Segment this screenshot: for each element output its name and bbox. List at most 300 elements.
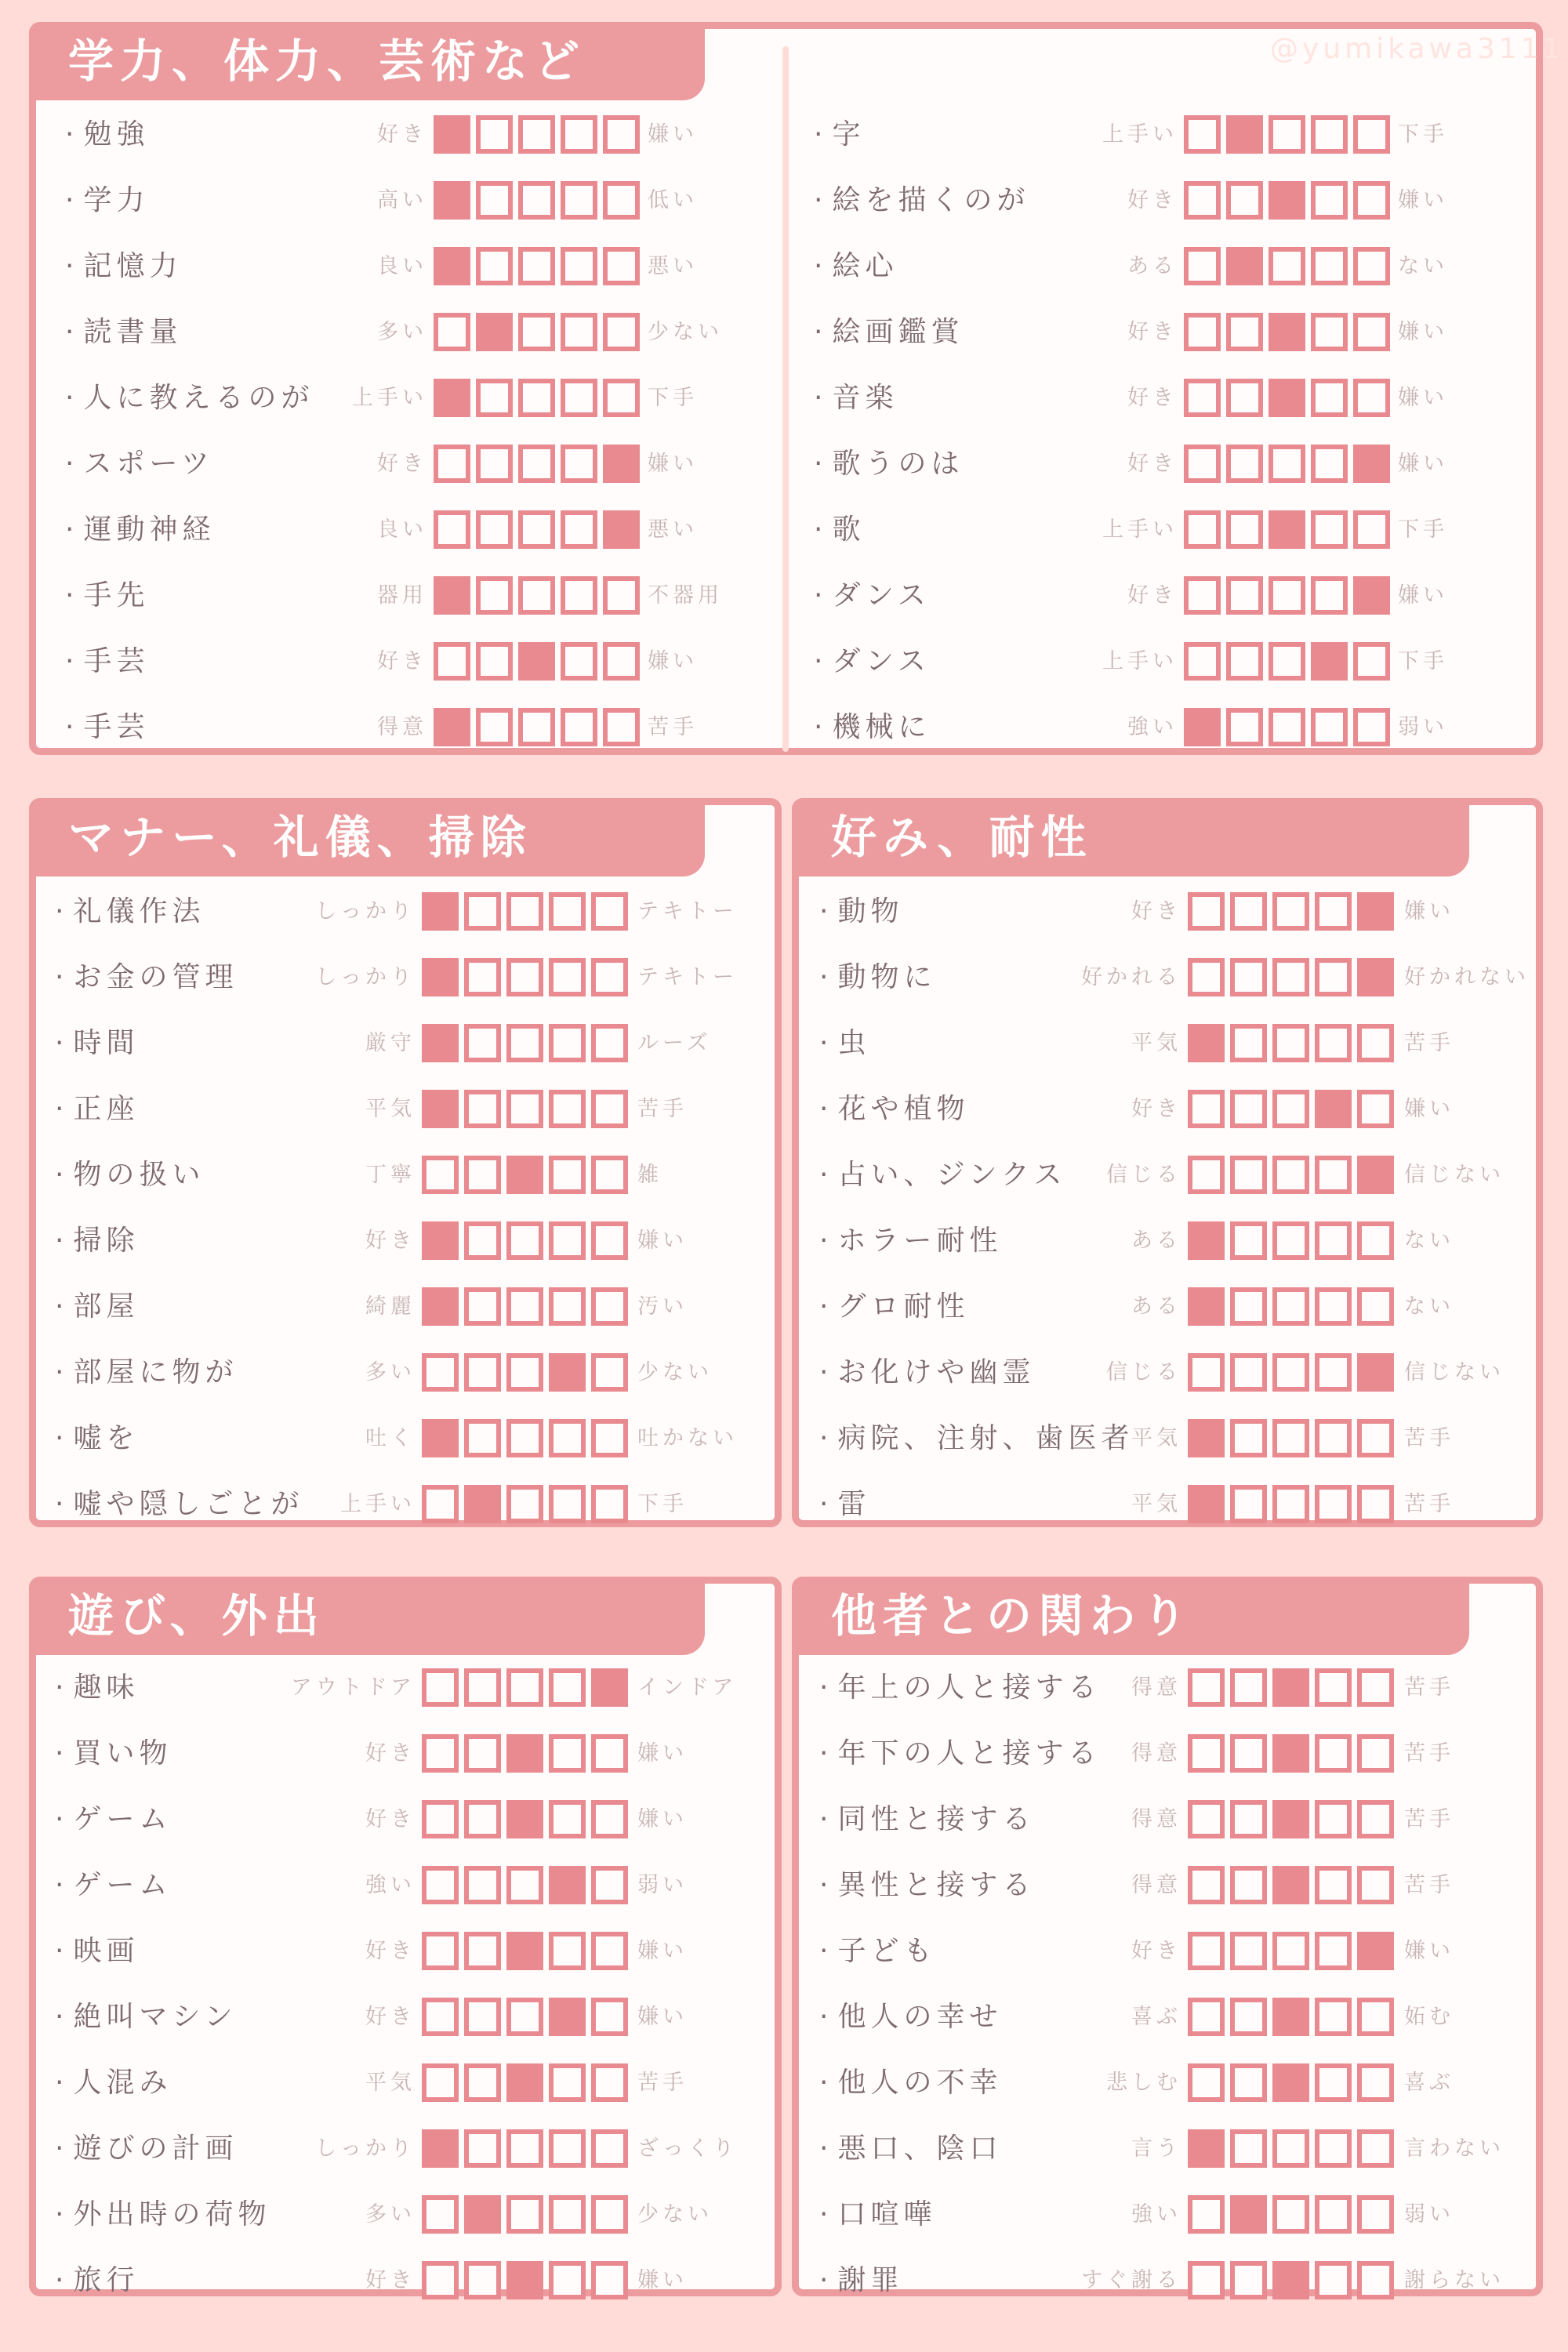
rating-row bbox=[0, 2063, 1568, 2103]
rating-box-empty[interactable] bbox=[1311, 181, 1348, 220]
scale-low-label: 得意 bbox=[1131, 1807, 1181, 1831]
rating-box-empty[interactable] bbox=[1230, 1221, 1267, 1260]
scale-high-label: 少ない bbox=[648, 320, 723, 344]
rating-box-empty[interactable] bbox=[1315, 2063, 1352, 2102]
rating-box-empty[interactable] bbox=[1311, 445, 1348, 483]
rating-box-empty[interactable] bbox=[1353, 510, 1390, 549]
rating-box-filled[interactable] bbox=[1272, 1800, 1309, 1838]
rating-box-empty[interactable] bbox=[1188, 2195, 1225, 2234]
section-title: 他者との関わり bbox=[792, 1577, 1469, 1655]
scale-high-label: 嫌い bbox=[637, 1741, 688, 1766]
rating-box-empty[interactable] bbox=[1357, 1485, 1394, 1523]
rating-box-empty[interactable] bbox=[1184, 181, 1221, 220]
item-label: · ゲーム bbox=[55, 1866, 172, 1905]
rating-box-filled[interactable] bbox=[1272, 1668, 1309, 1707]
scale-high-label: 嫌い bbox=[1398, 386, 1448, 410]
rating-box-filled[interactable] bbox=[1357, 1353, 1394, 1392]
scale-low-label: 強い bbox=[1131, 2202, 1181, 2227]
rating-box-empty[interactable] bbox=[1311, 708, 1348, 746]
rating-box-empty[interactable] bbox=[1184, 247, 1221, 285]
item-label: · 花や植物 bbox=[819, 1090, 969, 1129]
scale-high-label: 嫌い bbox=[648, 649, 698, 673]
scale-low-label: 好き bbox=[377, 122, 427, 147]
scale-low-label: 上手い bbox=[1102, 649, 1178, 673]
scale-high-label: 弱い bbox=[637, 1873, 688, 1897]
rating-box-empty[interactable] bbox=[1272, 2129, 1309, 2168]
rating-box-filled[interactable] bbox=[1269, 313, 1305, 351]
rating-box-empty[interactable] bbox=[1230, 2261, 1267, 2299]
rating-row bbox=[0, 1998, 1568, 2037]
scale-low-label: 好き bbox=[365, 1229, 416, 1253]
rating-scale bbox=[1184, 445, 1390, 483]
item-label: · 部屋に物が bbox=[55, 1353, 238, 1392]
rating-box-filled[interactable] bbox=[1269, 181, 1305, 220]
rating-row bbox=[0, 445, 1568, 484]
rating-box-empty[interactable] bbox=[1315, 1998, 1352, 2036]
scale-low-label: 厳守 bbox=[365, 1031, 416, 1055]
rating-box-empty[interactable] bbox=[1230, 1800, 1267, 1838]
item-label: · 歌 bbox=[814, 510, 865, 550]
rating-box-empty[interactable] bbox=[1353, 181, 1390, 220]
scale-low-label: 好き bbox=[1131, 899, 1181, 924]
rating-box-empty[interactable] bbox=[1315, 1485, 1352, 1523]
scale-low-label: 信じる bbox=[1106, 1360, 1181, 1385]
item-label: · 手芸 bbox=[65, 642, 149, 681]
item-label: · 外出時の荷物 bbox=[55, 2195, 270, 2234]
rating-box-empty[interactable] bbox=[1357, 1024, 1394, 1062]
rating-box-filled[interactable] bbox=[1353, 576, 1390, 615]
scale-high-label: 下手 bbox=[1398, 517, 1448, 542]
rating-box-empty[interactable] bbox=[1353, 708, 1390, 746]
rating-box-empty[interactable] bbox=[1357, 1800, 1394, 1838]
rating-box-empty[interactable] bbox=[1226, 313, 1263, 351]
scale-low-label: 好き bbox=[1127, 583, 1178, 608]
rating-box-filled[interactable] bbox=[1230, 2195, 1267, 2234]
rating-box-empty[interactable] bbox=[1357, 2129, 1394, 2168]
scale-low-label: 平気 bbox=[1131, 1492, 1181, 1516]
rating-box-empty[interactable] bbox=[1272, 892, 1309, 931]
rating-box-empty[interactable] bbox=[1357, 2261, 1394, 2299]
rating-box-filled[interactable] bbox=[1315, 1090, 1352, 1128]
rating-box-empty[interactable] bbox=[1269, 115, 1305, 154]
rating-scale bbox=[1188, 2261, 1394, 2299]
rating-box-empty[interactable] bbox=[1188, 1353, 1225, 1392]
scale-high-label: インドア bbox=[637, 1675, 738, 1700]
scale-high-label: 嫌い bbox=[1398, 320, 1448, 344]
scale-low-label: しっかり bbox=[315, 899, 416, 924]
scale-low-label: 信じる bbox=[1106, 1163, 1181, 1187]
section-title: 学力、体力、芸術など bbox=[29, 22, 705, 100]
rating-box-empty[interactable] bbox=[1311, 379, 1348, 417]
rating-row bbox=[0, 958, 1568, 997]
rating-scale bbox=[1188, 1998, 1394, 2036]
item-label: · 歌うのは bbox=[814, 445, 964, 484]
rating-box-empty[interactable] bbox=[1188, 1156, 1225, 1194]
rating-box-empty[interactable] bbox=[1188, 2261, 1225, 2299]
rating-scale bbox=[1184, 379, 1390, 417]
rating-box-empty[interactable] bbox=[1188, 1998, 1225, 2036]
rating-box-empty[interactable] bbox=[1315, 1024, 1352, 1062]
rating-box-empty[interactable] bbox=[1230, 1998, 1267, 2036]
rating-box-empty[interactable] bbox=[1184, 510, 1221, 549]
rating-box-empty[interactable] bbox=[1188, 958, 1225, 996]
rating-scale bbox=[1188, 2195, 1394, 2234]
rating-box-empty[interactable] bbox=[1188, 892, 1225, 931]
scale-high-label: 嫌い bbox=[637, 1229, 688, 1253]
scale-low-label: ある bbox=[1131, 1229, 1181, 1253]
scale-high-label: 苦手 bbox=[1404, 1741, 1454, 1766]
scale-low-label: 好き bbox=[365, 2005, 416, 2029]
rating-box-empty[interactable] bbox=[1353, 313, 1390, 351]
rating-box-empty[interactable] bbox=[1315, 1734, 1352, 1773]
rating-box-empty[interactable] bbox=[1269, 576, 1305, 615]
rating-box-empty[interactable] bbox=[1188, 1866, 1225, 1904]
rating-box-empty[interactable] bbox=[1184, 445, 1221, 483]
scale-high-label: ざっくり bbox=[637, 2136, 738, 2161]
scale-low-label: 好き bbox=[365, 1741, 416, 1766]
section-title: 好み、耐性 bbox=[792, 798, 1469, 877]
scale-low-label: 好き bbox=[1127, 188, 1178, 212]
item-label: · 年上の人と接する bbox=[819, 1668, 1101, 1708]
rating-box-empty[interactable] bbox=[1311, 576, 1348, 615]
scale-high-label: 吐かない bbox=[637, 1426, 738, 1450]
rating-box-empty[interactable] bbox=[1269, 247, 1305, 285]
rating-box-empty[interactable] bbox=[1311, 510, 1348, 549]
item-label: · 遊びの計画 bbox=[55, 2129, 238, 2169]
scale-high-label: 苦手 bbox=[637, 2071, 688, 2095]
scale-high-label: 言わない bbox=[1404, 2136, 1504, 2161]
rating-box-empty[interactable] bbox=[1357, 1419, 1394, 1457]
rating-box-empty[interactable] bbox=[1315, 2261, 1352, 2299]
rating-box-empty[interactable] bbox=[1272, 1024, 1309, 1062]
rating-box-empty[interactable] bbox=[1226, 181, 1263, 220]
scale-low-label: 好き bbox=[365, 1939, 416, 1963]
rating-row bbox=[0, 1800, 1568, 1839]
rating-box-empty[interactable] bbox=[1315, 1866, 1352, 1904]
scale-high-label: 嫌い bbox=[1398, 583, 1448, 608]
rating-box-empty[interactable] bbox=[1226, 576, 1263, 615]
scale-high-label: 嫌い bbox=[637, 1939, 688, 1963]
item-label: · 掃除 bbox=[55, 1221, 139, 1261]
scale-high-label: 信じない bbox=[1404, 1163, 1504, 1187]
rating-box-filled[interactable] bbox=[1272, 1998, 1309, 2036]
rating-box-empty[interactable] bbox=[1357, 1090, 1394, 1128]
scale-high-label: 悪い bbox=[648, 254, 698, 278]
scale-high-label: ルーズ bbox=[637, 1031, 712, 1055]
rating-scale bbox=[1188, 958, 1394, 996]
rating-box-empty[interactable] bbox=[1315, 1800, 1352, 1838]
scale-high-label: 苦手 bbox=[648, 715, 698, 739]
rating-scale bbox=[1188, 2129, 1394, 2168]
rating-box-empty[interactable] bbox=[1315, 1419, 1352, 1457]
rating-box-empty[interactable] bbox=[1272, 1932, 1309, 1970]
rating-box-empty[interactable] bbox=[1230, 1419, 1267, 1457]
rating-scale bbox=[1188, 1668, 1394, 1707]
scale-low-label: 好き bbox=[365, 1807, 416, 1831]
item-label: · 口喧嘩 bbox=[819, 2195, 936, 2234]
rating-box-empty[interactable] bbox=[1357, 1866, 1394, 1904]
rating-box-empty[interactable] bbox=[1315, 1353, 1352, 1392]
rating-row bbox=[0, 379, 1568, 418]
rating-scale bbox=[1188, 892, 1394, 931]
rating-box-empty[interactable] bbox=[1315, 892, 1352, 931]
rating-box-filled[interactable] bbox=[1226, 247, 1263, 285]
scale-high-label: テキトー bbox=[637, 899, 738, 924]
rating-box-empty[interactable] bbox=[1353, 642, 1390, 681]
rating-row bbox=[0, 1419, 1568, 1458]
rating-box-empty[interactable] bbox=[1188, 2063, 1225, 2102]
rating-box-empty[interactable] bbox=[1272, 1156, 1309, 1194]
rating-box-filled[interactable] bbox=[1188, 2129, 1225, 2168]
rating-box-filled[interactable] bbox=[1357, 958, 1394, 996]
rating-row bbox=[0, 2195, 1568, 2234]
rating-box-empty[interactable] bbox=[1269, 642, 1305, 681]
rating-box-empty[interactable] bbox=[1357, 1668, 1394, 1707]
rating-row bbox=[0, 313, 1568, 352]
item-label: · 他人の不幸 bbox=[819, 2063, 1002, 2103]
scale-low-label: 得意 bbox=[1131, 1741, 1181, 1766]
rating-box-filled[interactable] bbox=[1353, 445, 1390, 483]
rating-box-empty[interactable] bbox=[1315, 1932, 1352, 1970]
rating-box-filled[interactable] bbox=[1311, 642, 1348, 681]
scale-high-label: 苦手 bbox=[1404, 1426, 1454, 1450]
rating-box-empty[interactable] bbox=[1272, 958, 1309, 996]
scale-high-label: 弱い bbox=[1398, 715, 1448, 739]
rating-box-empty[interactable] bbox=[1272, 1090, 1309, 1128]
item-label: · 同性と接する bbox=[819, 1800, 1035, 1839]
scale-high-label: 嫌い bbox=[637, 2005, 688, 2029]
rating-row bbox=[0, 1866, 1568, 1905]
rating-box-empty[interactable] bbox=[1315, 2195, 1352, 2234]
item-label: · 趣味 bbox=[55, 1668, 139, 1708]
rating-box-filled[interactable] bbox=[1272, 1866, 1309, 1904]
rating-box-empty[interactable] bbox=[1357, 1998, 1394, 2036]
rating-scale bbox=[1184, 115, 1390, 154]
scale-high-label: 妬む bbox=[1404, 2005, 1454, 2029]
item-label: · 絵画鑑賞 bbox=[814, 313, 964, 352]
rating-box-empty[interactable] bbox=[1230, 2129, 1267, 2168]
rating-row bbox=[0, 642, 1568, 681]
scale-low-label: 綺麗 bbox=[365, 1294, 416, 1319]
rating-box-empty[interactable] bbox=[1188, 1668, 1225, 1707]
scale-low-label: 多い bbox=[365, 1360, 416, 1385]
scale-low-label: 上手い bbox=[1102, 122, 1178, 147]
rating-box-filled[interactable] bbox=[1226, 115, 1263, 154]
rating-box-empty[interactable] bbox=[1184, 379, 1221, 417]
rating-box-empty[interactable] bbox=[1272, 1287, 1309, 1326]
rating-box-empty[interactable] bbox=[1230, 1353, 1267, 1392]
scale-low-label: 良い bbox=[377, 254, 427, 278]
rating-box-empty[interactable] bbox=[1226, 379, 1263, 417]
scale-low-label: 好き bbox=[365, 2268, 416, 2292]
item-label: · お化けや幽霊 bbox=[819, 1353, 1035, 1392]
scale-high-label: 少ない bbox=[637, 2202, 713, 2227]
scale-low-label: しっかり bbox=[315, 2136, 416, 2161]
item-label: · 字 bbox=[814, 115, 865, 154]
rating-row bbox=[0, 1485, 1568, 1524]
rating-box-filled[interactable] bbox=[1272, 2063, 1309, 2102]
scale-low-label: 上手い bbox=[1102, 517, 1178, 542]
rating-scale bbox=[1184, 181, 1390, 220]
rating-box-empty[interactable] bbox=[1357, 2195, 1394, 2234]
item-label: · 悪口、陰口 bbox=[819, 2129, 1002, 2169]
rating-scale bbox=[1188, 1024, 1394, 1062]
scale-low-label: 高い bbox=[377, 188, 427, 212]
rating-row bbox=[0, 2129, 1568, 2169]
item-label: · 占い、ジンクス bbox=[819, 1156, 1066, 1195]
scale-high-label: 下手 bbox=[1398, 122, 1448, 147]
rating-box-filled[interactable] bbox=[1272, 1734, 1309, 1773]
rating-box-filled[interactable] bbox=[1357, 1932, 1394, 1970]
rating-box-filled[interactable] bbox=[1357, 892, 1394, 931]
rating-box-empty[interactable] bbox=[1315, 1221, 1352, 1260]
rating-box-filled[interactable] bbox=[1188, 1221, 1225, 1260]
item-label: · 絵心 bbox=[814, 247, 898, 286]
rating-box-filled[interactable] bbox=[1188, 1485, 1225, 1523]
rating-box-empty[interactable] bbox=[1230, 1932, 1267, 1970]
item-label: · 年下の人と接する bbox=[819, 1734, 1101, 1773]
rating-box-empty[interactable] bbox=[1311, 247, 1348, 285]
rating-box-empty[interactable] bbox=[1315, 1668, 1352, 1707]
rating-box-filled[interactable] bbox=[1184, 708, 1221, 746]
item-label: · 雷 bbox=[819, 1485, 870, 1524]
rating-box-empty[interactable] bbox=[1230, 1485, 1267, 1523]
scale-high-label: 嫌い bbox=[637, 2268, 688, 2292]
rating-scale bbox=[1184, 642, 1390, 681]
rating-box-empty[interactable] bbox=[1230, 1668, 1267, 1707]
scale-low-label: しっかり bbox=[315, 965, 416, 989]
rating-box-filled[interactable] bbox=[1188, 1024, 1225, 1062]
scale-high-label: ない bbox=[1398, 254, 1448, 278]
rating-box-empty[interactable] bbox=[1315, 2129, 1352, 2168]
rating-box-empty[interactable] bbox=[1353, 379, 1390, 417]
item-label: · 絶叫マシン bbox=[55, 1998, 238, 2037]
scale-high-label: 喜ぶ bbox=[1404, 2071, 1454, 2095]
rating-box-empty[interactable] bbox=[1230, 892, 1267, 931]
rating-box-empty[interactable] bbox=[1230, 1090, 1267, 1128]
scale-low-label: ある bbox=[1131, 1294, 1181, 1319]
rating-row bbox=[0, 247, 1568, 286]
rating-box-empty[interactable] bbox=[1269, 708, 1305, 746]
item-label: · ダンス bbox=[814, 642, 931, 681]
scale-high-label: 苦手 bbox=[637, 1097, 688, 1121]
rating-box-empty[interactable] bbox=[1188, 1090, 1225, 1128]
scale-high-label: 苦手 bbox=[1404, 1492, 1454, 1516]
rating-scale bbox=[1188, 1734, 1394, 1773]
scale-low-label: 上手い bbox=[340, 1492, 416, 1516]
rating-box-empty[interactable] bbox=[1272, 1353, 1309, 1392]
scale-high-label: 好かれない bbox=[1404, 965, 1530, 989]
item-label: · 人に教えるのが bbox=[65, 379, 314, 418]
rating-box-empty[interactable] bbox=[1230, 1866, 1267, 1904]
item-label: · 子ども bbox=[819, 1932, 936, 1971]
rating-box-empty[interactable] bbox=[1357, 1734, 1394, 1773]
rating-box-empty[interactable] bbox=[1357, 1221, 1394, 1260]
scale-low-label: ある bbox=[1127, 254, 1178, 278]
scale-low-label: 好き bbox=[1127, 452, 1178, 476]
scale-low-label: 平気 bbox=[1131, 1031, 1181, 1055]
rating-box-empty[interactable] bbox=[1357, 2063, 1394, 2102]
rating-box-empty[interactable] bbox=[1226, 510, 1263, 549]
rating-box-empty[interactable] bbox=[1226, 708, 1263, 746]
rating-box-filled[interactable] bbox=[1269, 510, 1305, 549]
rating-scale bbox=[1188, 2063, 1394, 2102]
rating-box-filled[interactable] bbox=[1188, 1287, 1225, 1326]
rating-box-empty[interactable] bbox=[1230, 1156, 1267, 1194]
rating-box-empty[interactable] bbox=[1315, 1287, 1352, 1326]
scale-high-label: 雑 bbox=[637, 1163, 662, 1187]
scale-low-label: 好き bbox=[377, 649, 427, 673]
rating-box-empty[interactable] bbox=[1184, 642, 1221, 681]
rating-row bbox=[0, 181, 1568, 220]
rating-box-empty[interactable] bbox=[1272, 2195, 1309, 2234]
rating-box-empty[interactable] bbox=[1357, 1287, 1394, 1326]
rating-scale bbox=[1184, 313, 1390, 351]
rating-box-empty[interactable] bbox=[1272, 1485, 1309, 1523]
rating-box-empty[interactable] bbox=[1184, 115, 1221, 154]
scale-high-label: 苦手 bbox=[1404, 1675, 1454, 1700]
scale-low-label: 平気 bbox=[365, 2071, 416, 2095]
rating-box-filled[interactable] bbox=[1357, 1156, 1394, 1194]
rating-row bbox=[0, 2261, 1568, 2300]
item-label: · 嘘を bbox=[55, 1419, 139, 1458]
item-label: · 音楽 bbox=[814, 379, 898, 418]
rating-box-empty[interactable] bbox=[1188, 1734, 1225, 1773]
rating-box-empty[interactable] bbox=[1353, 115, 1390, 154]
rating-box-empty[interactable] bbox=[1188, 1932, 1225, 1970]
scale-high-label: 苦手 bbox=[1404, 1873, 1454, 1897]
rating-row bbox=[0, 576, 1568, 615]
rating-box-empty[interactable] bbox=[1311, 115, 1348, 154]
rating-box-empty[interactable] bbox=[1353, 247, 1390, 285]
item-label: · お金の管理 bbox=[55, 958, 238, 997]
scale-high-label: 嫌い bbox=[1404, 899, 1454, 924]
rating-box-empty[interactable] bbox=[1315, 1156, 1352, 1194]
rating-box-empty[interactable] bbox=[1272, 1221, 1309, 1260]
rating-box-empty[interactable] bbox=[1226, 642, 1263, 681]
rating-box-empty[interactable] bbox=[1230, 1024, 1267, 1062]
rating-box-filled[interactable] bbox=[1269, 379, 1305, 417]
rating-box-filled[interactable] bbox=[1272, 2261, 1309, 2299]
scale-high-label: 下手 bbox=[648, 386, 698, 410]
rating-box-filled[interactable] bbox=[1188, 1419, 1225, 1457]
rating-box-empty[interactable] bbox=[1188, 1800, 1225, 1838]
scale-high-label: 悪い bbox=[648, 517, 698, 542]
rating-box-empty[interactable] bbox=[1184, 313, 1221, 351]
rating-scale bbox=[1184, 247, 1390, 285]
rating-box-empty[interactable] bbox=[1230, 1287, 1267, 1326]
scale-high-label: ない bbox=[1404, 1229, 1454, 1253]
scale-low-label: すぐ謝る bbox=[1081, 2268, 1181, 2292]
rating-box-empty[interactable] bbox=[1269, 445, 1305, 483]
rating-box-empty[interactable] bbox=[1272, 1419, 1309, 1457]
rating-box-empty[interactable] bbox=[1315, 958, 1352, 996]
rating-box-empty[interactable] bbox=[1230, 958, 1267, 996]
rating-row bbox=[0, 892, 1568, 931]
item-label: · 買い物 bbox=[55, 1734, 172, 1773]
rating-box-empty[interactable] bbox=[1184, 576, 1221, 615]
section-title: 遊び、外出 bbox=[29, 1577, 705, 1655]
scale-high-label: 少ない bbox=[637, 1360, 713, 1385]
rating-box-empty[interactable] bbox=[1230, 1734, 1267, 1773]
item-label: · 正座 bbox=[55, 1090, 139, 1129]
rating-box-empty[interactable] bbox=[1311, 313, 1348, 351]
rating-box-empty[interactable] bbox=[1226, 445, 1263, 483]
scale-high-label: 嫌い bbox=[1398, 452, 1448, 476]
item-label: · 嘘や隠しごとが bbox=[55, 1485, 303, 1524]
rating-scale bbox=[1184, 576, 1390, 615]
rating-box-empty[interactable] bbox=[1230, 2063, 1267, 2102]
